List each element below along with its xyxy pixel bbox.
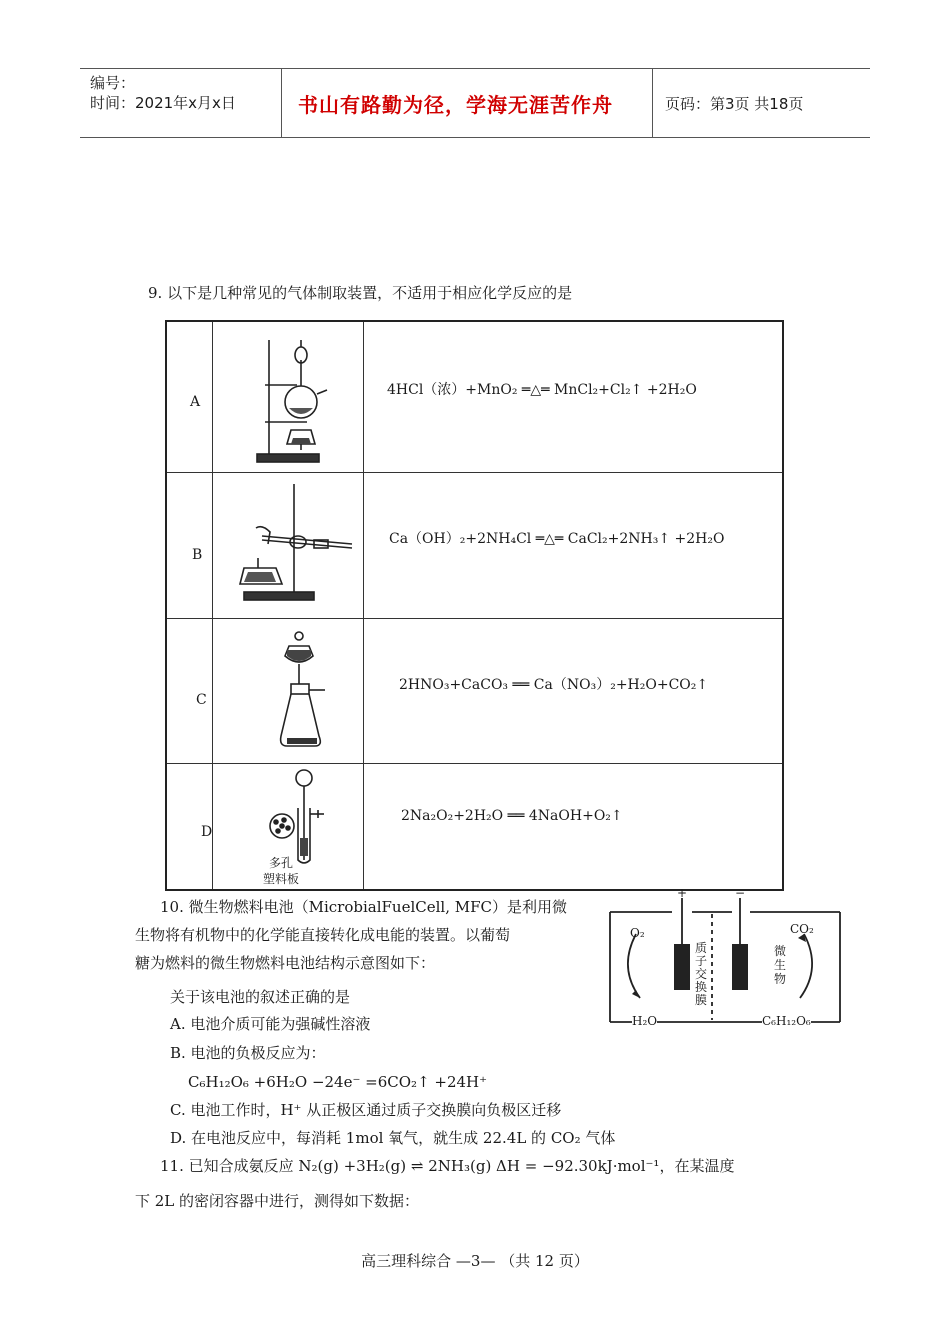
serial-label: 编号： <box>90 74 136 92</box>
q10-line2: 生物将有机物中的化学能直接转化成电能的装置。以葡萄 <box>135 926 511 944</box>
co2-label: CO₂ <box>790 922 814 936</box>
flask-heating-apparatus <box>247 330 337 466</box>
h2o-label: H₂O <box>632 1014 658 1028</box>
plate-label-2: 塑料板 <box>263 872 300 886</box>
q10-option-a: A. 电池介质可能为强碱性溶液 <box>170 1015 371 1033</box>
table-row-line <box>167 763 782 764</box>
table-row-line <box>167 618 782 619</box>
microbe-label: 微生物 <box>774 944 787 986</box>
q11-line1: 11. 已知合成氨反应 N₂(g) +3H₂(g) ⇌ 2NH₃(g) ΔH = −92.30kJ·mol⁻¹，在某温度 <box>160 1157 735 1175</box>
reaction-d: 2Na₂O₂+2H₂O ══ 4NaOH+O₂↑ <box>401 808 623 824</box>
q9-stem: 9. 以下是几种常见的气体制取装置，不适用于相应化学反应的是 <box>148 284 573 302</box>
page-footer: 高三理科综合 —3— （共 12 页） <box>361 1252 589 1270</box>
header-divider <box>281 69 282 137</box>
q11-line2: 下 2L 的密闭容器中进行，测得如下数据： <box>135 1192 420 1210</box>
option-label-a: A <box>190 394 201 410</box>
q10-line4: 关于该电池的叙述正确的是 <box>170 988 351 1006</box>
positive-terminal: + <box>677 886 688 900</box>
table-row-line <box>167 472 782 473</box>
simple-gas-generator <box>262 768 352 868</box>
membrane-label: 质子交换膜 <box>695 941 708 1007</box>
table-col-line <box>363 322 364 889</box>
option-label-b: B <box>192 547 203 563</box>
motto: 书山有路勤为径，学海无涯苦作舟 <box>298 93 613 117</box>
o2-label: O₂ <box>630 926 645 940</box>
header-left <box>90 73 236 113</box>
q10-line3: 糖为燃料的微生物燃料电池结构示意图如下： <box>135 954 436 972</box>
page-header <box>80 68 870 138</box>
glucose-label: C₆H₁₂O₆ <box>762 1014 811 1028</box>
reaction-b-text: Ca（OH）₂+2NH₄Cl ═△═ CaCl₂+2NH₃↑ +2H₂O <box>389 531 725 547</box>
reaction-a: 4HCl（浓）+MnO₂ ═△═ MnCl₂+Cl₂↑ +2H₂O <box>387 382 697 398</box>
apparatus-table <box>165 320 784 891</box>
fuel-cell-diagram <box>600 886 850 1031</box>
q10-line1: 10. 微生物燃料电池（MicrobialFuelCell, MFC）是利用微 <box>160 898 567 916</box>
q10-option-b: B. 电池的负极反应为： <box>170 1044 326 1062</box>
option-label-c: C <box>196 692 207 708</box>
q10-option-d: D. 在电池反应中，每消耗 1mol 氧气，就生成 22.4L 的 CO₂ 气体 <box>170 1129 616 1147</box>
header-divider <box>652 69 653 137</box>
time-label: 时间：2021年x月x日 <box>90 94 236 112</box>
q10-option-c: C. 电池工作时，H⁺ 从正极区通过质子交换膜向负极区迁移 <box>170 1101 562 1119</box>
reaction-c: 2HNO₃+CaCO₃ ══ Ca（NO₃）₂+H₂O+CO₂↑ <box>399 677 709 693</box>
option-label-d: D <box>201 824 213 840</box>
plate-label-1: 多孔 <box>269 856 294 870</box>
table-col-line <box>212 322 213 889</box>
q10-option-b-equation: C₆H₁₂O₆ +6H₂O −24e⁻ =6CO₂↑ +24H⁺ <box>188 1073 488 1091</box>
separatory-funnel-apparatus <box>267 626 337 756</box>
page-info: 页码：第3页 共18页 <box>665 95 804 113</box>
solid-heating-apparatus <box>232 480 362 610</box>
negative-terminal: − <box>735 886 746 900</box>
